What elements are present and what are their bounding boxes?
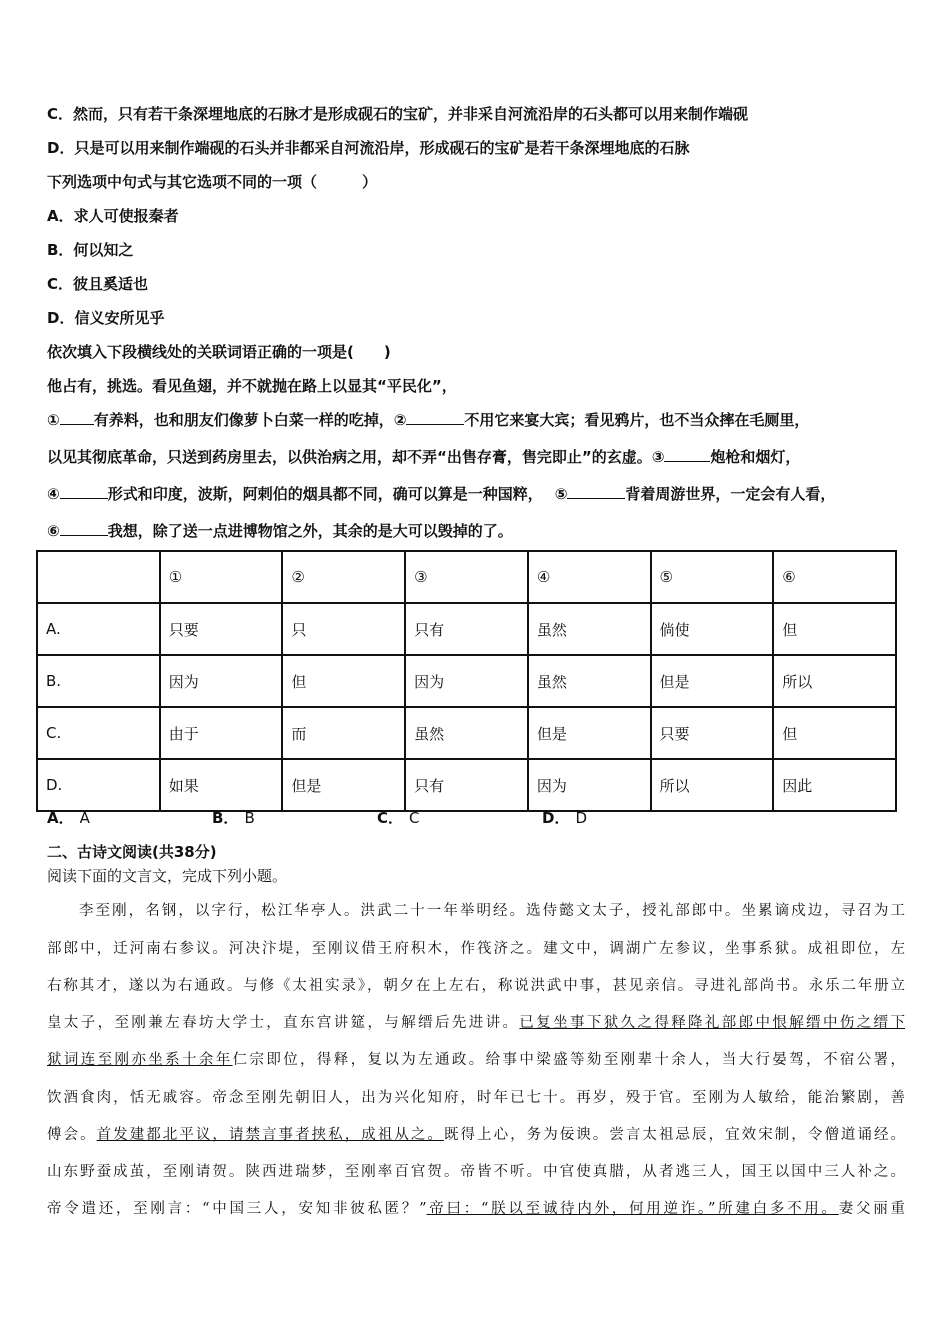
question-conj-stem: 依次填入下段横线处的关联词语正确的一项是( ) (47, 343, 391, 361)
table-cell: 但是 (528, 707, 651, 759)
passage-line-2: 部郎中，迁河南右参议。河决汴堤，至刚议借王府积木，作筏济之。建文中，调湖广左参议，坐事系狱。成祖即位，左 (47, 941, 905, 957)
table-cell: 因为 (405, 655, 528, 707)
table-cell: A. (37, 603, 160, 655)
table-cell: 虽然 (528, 655, 651, 707)
table-cell: 倘使 (651, 603, 774, 655)
table-cell: 但是 (282, 759, 405, 811)
table-cell: 所以 (773, 655, 896, 707)
passage-line-8: 山东野蚕成茧，至刚请贺。陕西进瑞梦，至刚率百官贺。帝皆不听。中官使真腊，从者逃三人，国王以国中三人补之。 (47, 1164, 905, 1180)
conj-paragraph-line-5: ⑥ 我想，除了送一点进博物馆之外，其余的是大可以毁掉的了。 (47, 522, 513, 540)
table-cell: 但是 (651, 655, 774, 707)
table-cell: ① (160, 551, 283, 603)
underlined-sentence-1-cont: 狱词连至刚亦坐系十余年 (47, 1052, 233, 1068)
underlined-sentence-1: 已复坐事下狱久之得释降礼部郎中恨解缙中伤之缙下 (519, 1015, 905, 1031)
answer-option-a: A． A (47, 809, 90, 827)
table-header-row (37, 551, 896, 603)
table-cell: 但 (282, 655, 405, 707)
table-cell: 但 (773, 707, 896, 759)
passage-line-9: 帝令遣还，至刚言：“中国三人，安知非彼私匿？”帝曰：“朕以至诚待内外，何用逆诈。”所建白多不用。妻父丽重 (47, 1201, 906, 1217)
section-instruction: 阅读下面的文言文，完成下列小题。 (47, 867, 288, 885)
conj-paragraph-line-2: ① 有养料，也和朋友们像萝卜白菜一样的吃掉，② 不用它来宴大宾；看见鸦片，也不当众摔在毛厕里， (47, 411, 810, 429)
underlined-sentence-2: 首发建都北平议，请禁言事者挟私，成祖从之。 (96, 1127, 444, 1143)
table-cell: 只有 (405, 759, 528, 811)
option-d-prev: D．只是可以用来制作端砚的石头并非都采自河流沿岸，形成砚石的宝矿是若干条深埋地底的石脉 (47, 139, 690, 157)
table-cell: ④ (528, 551, 651, 603)
table-cell: 虽然 (528, 603, 651, 655)
table-cell: 但 (773, 603, 896, 655)
conj-paragraph-line-1: 他占有，挑选。看见鱼翅，并不就抛在路上以显其“平民化”， (47, 377, 457, 395)
blank-3 (664, 449, 710, 462)
table-cell: 只 (282, 603, 405, 655)
table-cell: ③ (405, 551, 528, 603)
table-cell: 因此 (773, 759, 896, 811)
table-cell: 由于 (160, 707, 283, 759)
table-cell (37, 551, 160, 603)
table-cell: 只要 (651, 707, 774, 759)
table-cell: 只有 (405, 603, 528, 655)
table-cell: 虽然 (405, 707, 528, 759)
table-cell: 只要 (160, 603, 283, 655)
option-c-prev: C．然而，只有若干条深埋地底的石脉才是形成砚石的宝矿，并非采自河流沿岸的石头都可以用来制作端砚 (47, 105, 749, 123)
blank-5 (567, 486, 625, 499)
passage-line-3: 右称其才，遂以为右通政。与修《太祖实录》，朝夕在上左右，称说洪武中事，甚见亲信。寻进礼部尚书。永乐二年册立 (47, 978, 905, 994)
table-cell: ⑥ (773, 551, 896, 603)
underlined-sentence-3: 帝曰：“朕以至诚待内外，何用逆诈。”所建白多不用。 (426, 1201, 839, 1217)
passage-line-4: 皇太子，至刚兼左春坊大学士，直东宫讲筵，与解缙后先进讲。已复坐事下狱久之得释降礼部郎中恨解缙中伤之缙下 (47, 1015, 905, 1031)
syntax-option-a: A．求人可使报秦者 (47, 207, 179, 225)
question-syntax-stem: 下列选项中句式与其它选项不同的一项（ ） (47, 173, 378, 191)
blank-4 (60, 486, 108, 499)
table-row (37, 707, 896, 759)
table-cell: D. (37, 759, 160, 811)
conj-paragraph-line-4: ④ 形式和印度，波斯，阿剌伯的烟具都不同，确可以算是一种国粹， ⑤ 背着周游世界，一定会有人看， (47, 485, 836, 503)
table-row (37, 655, 896, 707)
table-cell: 因为 (528, 759, 651, 811)
passage-line-6: 饮酒食肉，恬无戚容。帝念至刚先朝旧人，出为兴化知府，时年已七十。再岁，殁于官。至刚为人敏给，能治繁剧，善 (47, 1090, 905, 1106)
blank-1 (60, 412, 94, 425)
table-cell: ⑤ (651, 551, 774, 603)
syntax-option-b: B．何以知之 (47, 241, 134, 259)
table-cell: 如果 (160, 759, 283, 811)
table-cell: 而 (282, 707, 405, 759)
blank-6 (60, 523, 108, 536)
table-cell: ② (282, 551, 405, 603)
passage-line-5: 狱词连至刚亦坐系十余年仁宗即位，得释，复以为左通政。给事中梁盛等劾至刚辈十余人，当大行晏驾，不宿公署， (47, 1052, 906, 1068)
table-cell: C. (37, 707, 160, 759)
passage-line-7: 傅会。首发建都北平议，请禁言事者挟私，成祖从之。既得上心，务为佞谀。尝言太祖忌辰，宜效宋制，令僧道诵经。 (47, 1127, 906, 1143)
passage-line-1: 李至刚，名钢，以字行，松江华亭人。洪武二十一年举明经。选侍懿文太子，授礼部郎中。坐累谪戍边，寻召为工 (79, 903, 905, 919)
conj-paragraph-line-3: 以见其彻底革命，只送到药房里去，以供治病之用，却不弄“出售存膏，售完即止”的玄虚。③ 炮枪和烟灯， (47, 448, 801, 466)
answer-option-d: D． D (542, 809, 588, 827)
syntax-option-d: D．信义安所见乎 (47, 309, 165, 327)
table-cell: B. (37, 655, 160, 707)
table-cell: 因为 (160, 655, 283, 707)
conjunction-options-table (36, 550, 897, 812)
syntax-option-c: C．彼且奚适也 (47, 275, 149, 293)
blank-2 (406, 412, 464, 425)
section-title: 二、古诗文阅读(共38分) (47, 843, 217, 861)
answer-option-b: B． B (212, 809, 255, 827)
answer-option-c: C． C (377, 809, 420, 827)
table-row (37, 603, 896, 655)
table-cell: 所以 (651, 759, 774, 811)
table-row (37, 759, 896, 811)
